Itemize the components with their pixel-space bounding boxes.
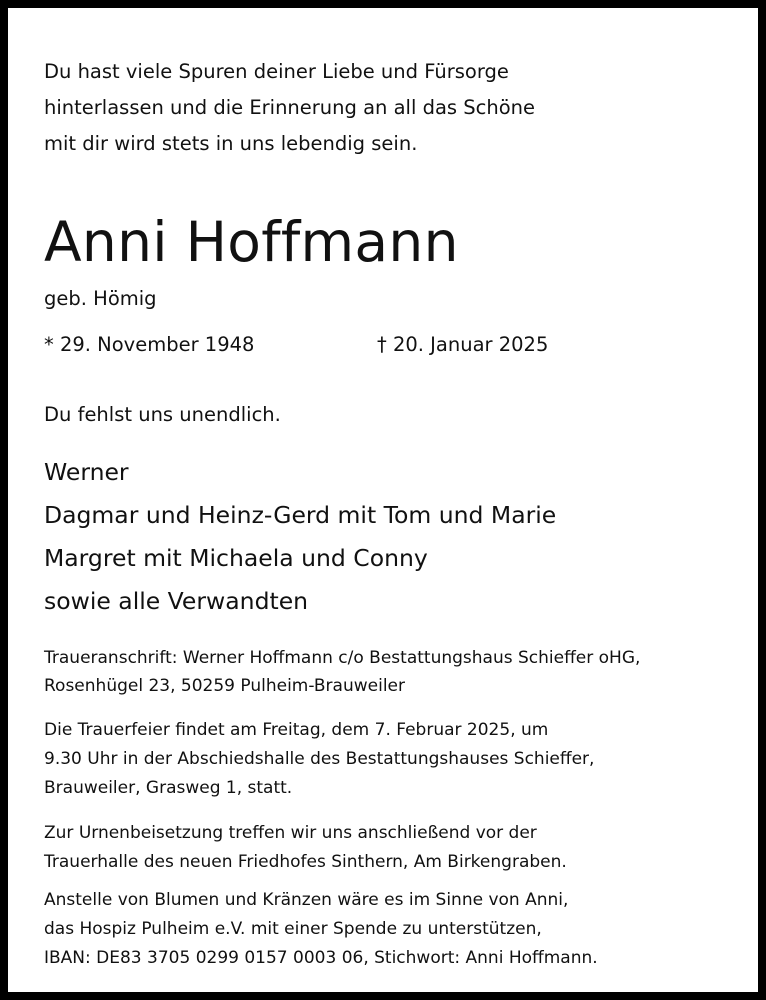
donation-info <box>44 886 598 973</box>
urn-line: Trauerhalle des neuen Friedhofes Sinthern, Am Birkengraben. <box>44 852 567 872</box>
death-date: † 20. Januar 2025 <box>377 333 549 356</box>
poem-line: Du hast viele Spuren deiner Liebe und Fürsorge <box>44 60 509 83</box>
mourner-entry: Werner <box>44 458 129 486</box>
mourning-address <box>44 644 640 700</box>
service-line: Die Trauerfeier findet am Freitag, dem 7. Februar 2025, um <box>44 720 549 740</box>
donation-line: das Hospiz Pulheim e.V. mit einer Spende zu unterstützen, <box>44 919 542 939</box>
address-line: Rosenhügel 23, 50259 Pulheim-Brauweiler <box>44 676 405 696</box>
mourner-entry: Dagmar und Heinz-Gerd mit Tom und Marie <box>44 501 557 529</box>
donation-line: Anstelle von Blumen und Kränzen wäre es im Sinne von Anni, <box>44 890 569 910</box>
mourner-entry: Margret mit Michaela und Conny <box>44 544 428 572</box>
birth-date: * 29. November 1948 <box>44 333 255 356</box>
birth-name: geb. Hömig <box>44 287 157 310</box>
mourner-entry: sowie alle Verwandten <box>44 587 309 615</box>
memorial-poem <box>44 54 535 162</box>
donation-line: IBAN: DE83 3705 0299 0157 0003 06, Stichwort: Anni Hoffmann. <box>44 948 598 968</box>
poem-line: mit dir wird stets in uns lebendig sein. <box>44 132 418 155</box>
funeral-service-info <box>44 716 594 803</box>
deceased-name: Anni Hoffmann <box>44 210 459 274</box>
service-line: Brauweiler, Grasweg 1, statt. <box>44 778 293 798</box>
service-line: 9.30 Uhr in der Abschiedshalle des Bestattungshauses Schieffer, <box>44 749 595 769</box>
mourners-list <box>44 451 556 623</box>
farewell-line: Du fehlst uns unendlich. <box>44 403 281 426</box>
address-line: Traueranschrift: Werner Hoffmann c/o Bestattungshaus Schieffer oHG, <box>44 648 641 668</box>
urn-burial-info <box>44 819 567 877</box>
poem-line: hinterlassen und die Erinnerung an all das Schöne <box>44 96 536 119</box>
urn-line: Zur Urnenbeisetzung treffen wir uns anschließend vor der <box>44 823 537 843</box>
